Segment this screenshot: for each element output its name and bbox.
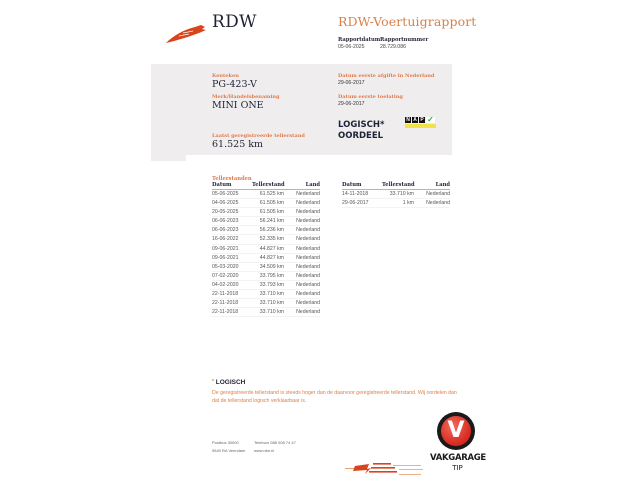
table-header [212, 182, 320, 190]
cell-reading: 1 km [402, 200, 414, 207]
nap-letter-p: P [420, 117, 424, 123]
table-row [212, 190, 320, 199]
col-date: Datum [342, 182, 362, 188]
plate-label: Kenteken [212, 73, 239, 79]
cell-country: Nederland [296, 300, 320, 307]
report-number-label: Rapportnummer [380, 37, 429, 43]
cell-date: 09-06-2021 [212, 245, 239, 252]
first-admission-label: Datum eerste toelating [338, 94, 403, 100]
table-row [212, 263, 320, 272]
cell-reading: 56.241 km [259, 218, 284, 225]
nap-logo-icon [405, 117, 437, 131]
asterisk: * [212, 379, 214, 385]
report-date-value: 05-06-2025 [338, 44, 365, 50]
address-line1: Postbus 30000 [212, 440, 239, 445]
table-row [212, 235, 320, 244]
table-row [212, 272, 320, 281]
odometer-table-1 [212, 182, 320, 317]
cell-reading: 61.525 km [259, 191, 284, 197]
report-title: RDW-Voertuigrapport [338, 14, 477, 29]
table-row [212, 308, 320, 317]
cell-date: 29-06-2017 [342, 200, 369, 207]
cell-reading: 34.509 km [259, 263, 284, 270]
cell-reading: 33.710 km [259, 291, 284, 298]
footer-address [212, 439, 245, 454]
note-title-text: LOGISCH [215, 379, 246, 386]
phone: Telefoon 088 008 74 47 [254, 440, 296, 445]
vakgarage-logo-icon [437, 412, 475, 450]
cell-country: Nederland [296, 236, 320, 243]
cell-date: 06-06-2023 [212, 227, 239, 234]
cell-reading: 61.505 km [259, 200, 284, 207]
cell-country: Nederland [296, 200, 320, 207]
table-header [342, 182, 450, 190]
table-row [212, 226, 320, 235]
nap-underline [405, 124, 436, 128]
brand-name: RDW [212, 12, 257, 32]
vakgarage-tip-badge [430, 412, 485, 478]
cell-date: 22-11-2018 [212, 309, 239, 316]
cell-reading: 33.795 km [259, 272, 284, 279]
table-row [212, 299, 320, 308]
cell-date: 04-02-2020 [212, 281, 239, 288]
cell-country: Nederland [296, 309, 320, 316]
cell-date: 06-06-2023 [212, 218, 239, 225]
vakgarage-name: VAKGARAGE [430, 453, 486, 463]
note-body: De geregistreerde tellerstand is steeds hoger dan de daarvoor geregistreerde tellerstand. Wij oordelen dan dat de tellerstand logisch verklaarbaar is. [212, 390, 457, 404]
cell-country: Nederland [296, 254, 320, 261]
note-title [212, 379, 245, 386]
cell-country: Nederland [426, 200, 450, 207]
cell-date: 22-11-2018 [212, 300, 239, 307]
col-country: Land [305, 182, 320, 188]
cell-reading: 33.710 km [389, 191, 414, 197]
cell-country: Nederland [296, 281, 320, 288]
nap-letter-a: A [413, 117, 417, 123]
cell-date: 05-03-2020 [212, 263, 239, 270]
report-number [380, 37, 428, 51]
table-row [212, 254, 320, 263]
verdict-line2: OORDEEL [338, 131, 384, 141]
verdict [338, 120, 384, 142]
vakgarage-sub: TIP [452, 464, 463, 472]
cell-country: Nederland [296, 227, 320, 234]
table-row [212, 217, 320, 226]
vakgarage-logo-inner [441, 416, 471, 446]
make-label: Merk/Handelsbenaming [212, 94, 280, 100]
cell-date: 07-02-2020 [212, 272, 239, 279]
cell-country: Nederland [296, 245, 320, 252]
odometer-table-2 [342, 182, 450, 208]
first-issue-nl-value: 29-06-2017 [338, 80, 365, 86]
cell-reading: 33.793 km [259, 281, 284, 288]
table-row [342, 199, 450, 208]
website-link[interactable]: www.rdw.nl [254, 447, 275, 453]
cell-date: 04-06-2025 [212, 200, 239, 207]
table-row [212, 208, 320, 217]
last-odometer-label: Laatst geregistreerde tellerstand [212, 133, 305, 139]
cell-country: Nederland [296, 191, 320, 197]
footer-contact [254, 439, 296, 454]
table-row [212, 281, 320, 290]
make-value: MINI ONE [212, 100, 264, 111]
check-icon: ✓ [427, 115, 434, 124]
cell-date: 20-05-2025 [212, 209, 239, 216]
cell-reading: 33.710 km [259, 309, 284, 316]
report-number-value: 28.729.086 [380, 44, 406, 50]
table-row [212, 199, 320, 208]
cell-reading: 33.710 km [259, 300, 284, 307]
report-date-label: Rapportdatum [338, 37, 381, 43]
cell-reading: 44.827 km [259, 254, 284, 261]
report-date [338, 37, 380, 51]
table-row [212, 245, 320, 254]
col-country: Land [435, 182, 450, 188]
cell-date: 05-06-2025 [212, 191, 239, 197]
cell-reading: 52.335 km [259, 236, 284, 243]
cell-country: Nederland [426, 191, 450, 197]
first-admission-value: 29-06-2017 [338, 101, 365, 107]
rdw-bird-logo-icon [165, 24, 207, 44]
cell-date: 09-06-2021 [212, 254, 239, 261]
cell-date: 22-11-2018 [212, 291, 239, 298]
col-date: Datum [212, 182, 232, 188]
verdict-line1: LOGISCH* [338, 120, 385, 130]
col-reading: Tellerstand [382, 182, 415, 188]
table-row [342, 190, 450, 199]
cell-country: Nederland [296, 209, 320, 216]
cell-country: Nederland [296, 272, 320, 279]
plate-value: PG-423-V [212, 79, 257, 90]
col-reading: Tellerstand [252, 182, 285, 188]
cell-date: 14-11-2018 [342, 191, 369, 197]
last-odometer-value: 61.525 km [212, 139, 264, 150]
address-line2: 9640 RA Veendam [212, 447, 246, 453]
panel-decoration [151, 155, 186, 161]
table-row [212, 290, 320, 299]
cell-country: Nederland [296, 291, 320, 298]
cell-reading: 44.827 km [259, 245, 284, 252]
rdw-speed-lines-logo-icon [345, 460, 425, 478]
cell-reading: 61.505 km [259, 209, 284, 216]
vakgarage-letter: V [447, 418, 465, 443]
odometer-section-title: Tellerstanden [212, 176, 252, 182]
cell-country: Nederland [296, 263, 320, 270]
cell-reading: 56.236 km [259, 227, 284, 234]
first-issue-nl-label: Datum eerste afgifte in Nederland [338, 73, 435, 79]
cell-country: Nederland [296, 218, 320, 225]
nap-letter-n: N [406, 117, 410, 123]
cell-date: 16-06-2022 [212, 236, 239, 243]
